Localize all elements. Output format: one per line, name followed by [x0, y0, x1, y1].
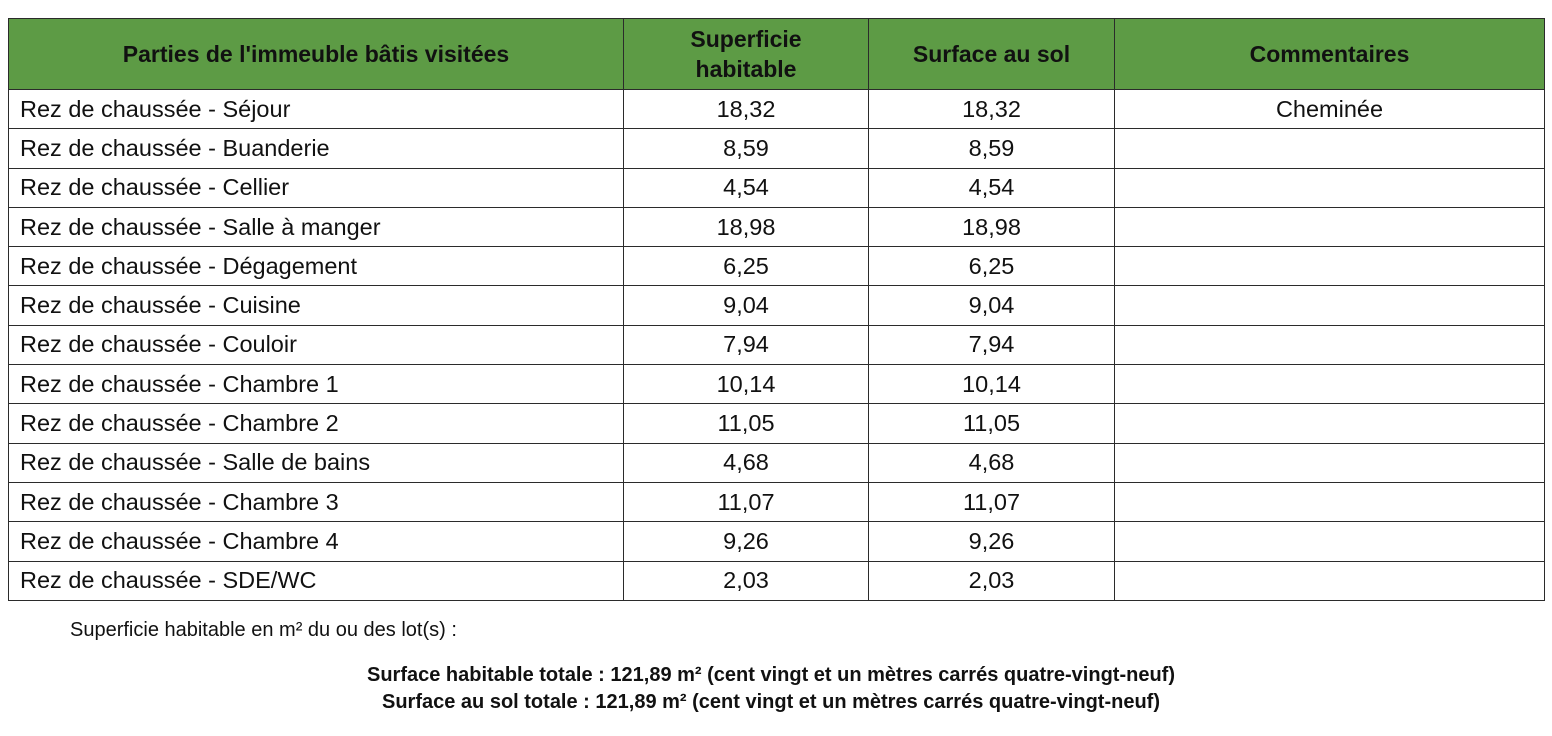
- surface-au-sol-cell: 7,94: [869, 325, 1115, 364]
- superficie-habitable-cell: 10,14: [624, 365, 869, 404]
- table-row: [9, 482, 1545, 521]
- commentaire-cell: [1115, 286, 1545, 325]
- commentaire-cell: [1115, 247, 1545, 286]
- header-parties: Parties de l'immeuble bâtis visitées: [9, 19, 624, 90]
- surface-au-sol-cell: 6,25: [869, 247, 1115, 286]
- table-row: [9, 286, 1545, 325]
- summary-label: Superficie habitable en m² du ou des lot(s) :: [70, 619, 457, 641]
- surface-au-sol-cell: 8,59: [869, 129, 1115, 168]
- room-name-cell: Rez de chaussée - Cellier: [9, 168, 624, 207]
- superficie-habitable-cell: 18,32: [624, 90, 869, 129]
- commentaire-cell: [1115, 129, 1545, 168]
- surface-au-sol-cell: 10,14: [869, 365, 1115, 404]
- table-row: [9, 168, 1545, 207]
- commentaire-cell: [1115, 168, 1545, 207]
- table-row: [9, 90, 1545, 129]
- commentaire-cell: [1115, 561, 1545, 600]
- table-row: [9, 522, 1545, 561]
- superficie-habitable-cell: 6,25: [624, 247, 869, 286]
- surface-au-sol-cell: 18,98: [869, 207, 1115, 246]
- surface-au-sol-cell: 18,32: [869, 90, 1115, 129]
- room-name-cell: Rez de chaussée - Cuisine: [9, 286, 624, 325]
- table-header-row: [9, 19, 1545, 90]
- room-name-cell: Rez de chaussée - Salle de bains: [9, 443, 624, 482]
- superficie-habitable-cell: 18,98: [624, 207, 869, 246]
- commentaire-cell: [1115, 365, 1545, 404]
- superficie-habitable-cell: 2,03: [624, 561, 869, 600]
- surface-au-sol-cell: 4,54: [869, 168, 1115, 207]
- room-name-cell: Rez de chaussée - Chambre 2: [9, 404, 624, 443]
- table-row: [9, 247, 1545, 286]
- superficie-habitable-cell: 7,94: [624, 325, 869, 364]
- superficie-habitable-cell: 9,04: [624, 286, 869, 325]
- room-name-cell: Rez de chaussée - Couloir: [9, 325, 624, 364]
- table-row: [9, 404, 1545, 443]
- surface-table: [8, 18, 1545, 601]
- surface-au-sol-cell: 2,03: [869, 561, 1115, 600]
- commentaire-cell: [1115, 404, 1545, 443]
- table-row: [9, 443, 1545, 482]
- table-row: [9, 561, 1545, 600]
- table-row: [9, 207, 1545, 246]
- superficie-habitable-cell: 8,59: [624, 129, 869, 168]
- table-row: [9, 365, 1545, 404]
- room-name-cell: Rez de chaussée - Chambre 4: [9, 522, 624, 561]
- superficie-habitable-cell: 11,07: [624, 482, 869, 521]
- surface-au-sol-cell: 9,04: [869, 286, 1115, 325]
- surface-au-sol-cell: 11,07: [869, 482, 1115, 521]
- room-name-cell: Rez de chaussée - SDE/WC: [9, 561, 624, 600]
- superficie-habitable-cell: 11,05: [624, 404, 869, 443]
- table-row: [9, 129, 1545, 168]
- header-commentaires: Commentaires: [1115, 19, 1545, 90]
- table-row: [9, 325, 1545, 364]
- commentaire-cell: [1115, 522, 1545, 561]
- superficie-habitable-cell: 4,54: [624, 168, 869, 207]
- header-surface-au-sol: Surface au sol: [869, 19, 1115, 90]
- room-name-cell: Rez de chaussée - Buanderie: [9, 129, 624, 168]
- commentaire-cell: Cheminée: [1115, 90, 1545, 129]
- room-name-cell: Rez de chaussée - Chambre 1: [9, 365, 624, 404]
- header-superficie-habitable: Superficie habitable: [624, 19, 869, 90]
- total-sol: Surface au sol totale : 121,89 m² (cent vingt et un mètres carrés quatre-vingt-neuf): [382, 691, 1160, 713]
- superficie-habitable-cell: 4,68: [624, 443, 869, 482]
- room-name-cell: Rez de chaussée - Dégagement: [9, 247, 624, 286]
- room-name-cell: Rez de chaussée - Salle à manger: [9, 207, 624, 246]
- room-name-cell: Rez de chaussée - Chambre 3: [9, 482, 624, 521]
- surface-au-sol-cell: 11,05: [869, 404, 1115, 443]
- commentaire-cell: [1115, 325, 1545, 364]
- surface-au-sol-cell: 9,26: [869, 522, 1115, 561]
- commentaire-cell: [1115, 207, 1545, 246]
- commentaire-cell: [1115, 443, 1545, 482]
- room-name-cell: Rez de chaussée - Séjour: [9, 90, 624, 129]
- table-body: [9, 90, 1545, 601]
- superficie-habitable-cell: 9,26: [624, 522, 869, 561]
- surface-au-sol-cell: 4,68: [869, 443, 1115, 482]
- total-habitable: Surface habitable totale : 121,89 m² (cent vingt et un mètres carrés quatre-vingt-neuf): [367, 664, 1175, 686]
- commentaire-cell: [1115, 482, 1545, 521]
